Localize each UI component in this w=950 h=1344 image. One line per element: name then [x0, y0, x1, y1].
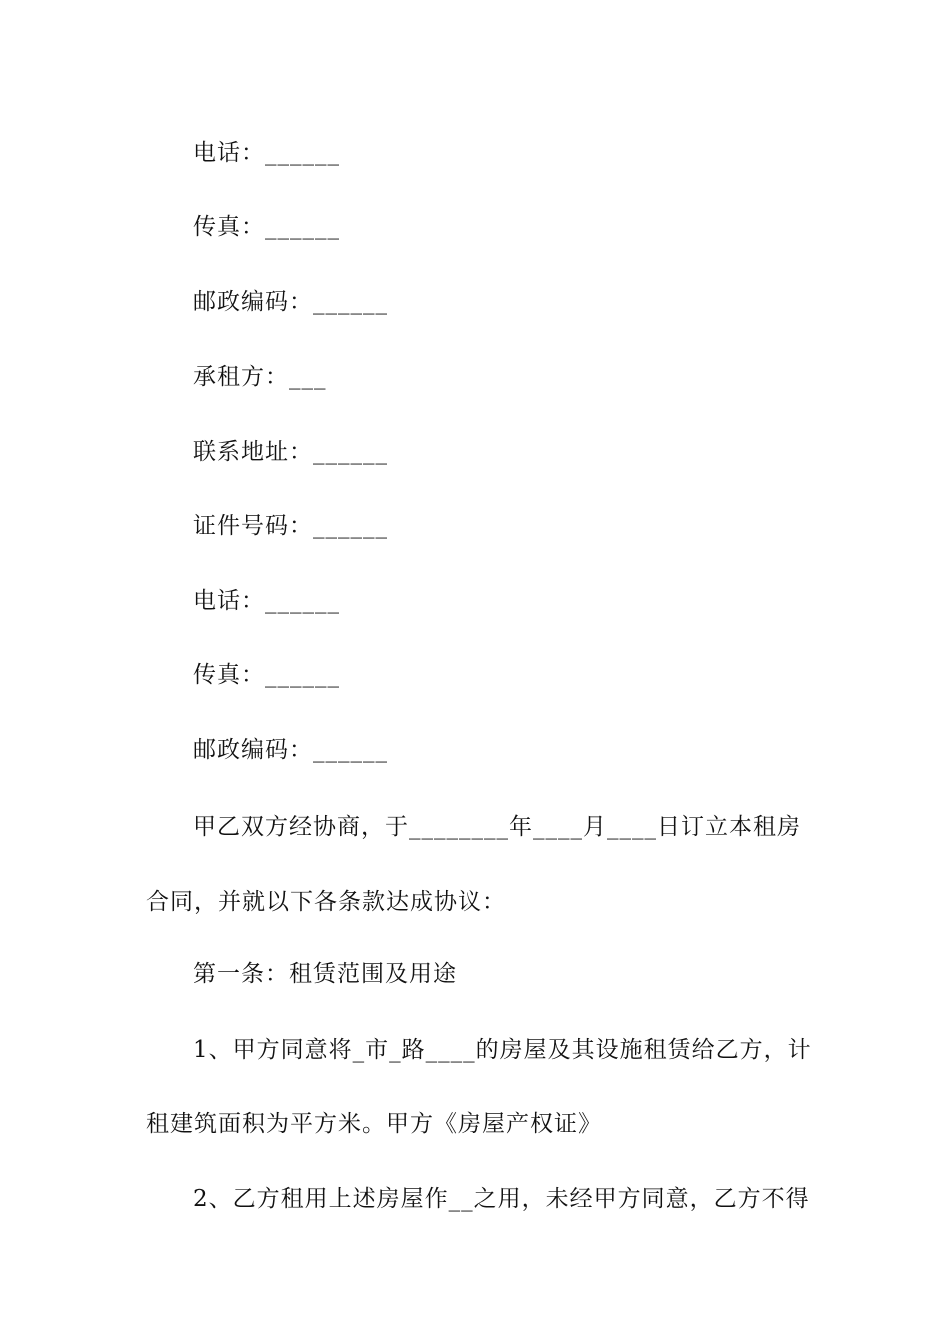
clause-1-line-1: 1、甲方同意将_市_路____的房屋及其设施租赁给乙方，计 — [193, 1037, 812, 1063]
lessor-phone-line: 电话：______ — [193, 140, 340, 166]
article-one-heading: 第一条：租赁范围及用途 — [193, 961, 457, 987]
agreement-paragraph-line-1: 甲乙双方经协商，于________年____月____日订立本租房 — [193, 814, 801, 840]
lessor-fax-line: 传真：______ — [193, 214, 340, 240]
lessee-address-line: 联系地址：______ — [193, 439, 388, 465]
lessee-fax-line: 传真：______ — [193, 662, 340, 688]
lessee-line: 承租方：___ — [193, 364, 327, 390]
lessee-phone-line: 电话：______ — [193, 588, 340, 614]
clause-2-line-1: 2、乙方租用上述房屋作__之用，未经甲方同意，乙方不得 — [193, 1186, 810, 1212]
clause-1-line-2: 租建筑面积为平方米。甲方《房屋产权证》 — [146, 1111, 602, 1137]
lessee-postcode-line: 邮政编码：______ — [193, 737, 388, 763]
lessor-postcode-line: 邮政编码：______ — [193, 289, 388, 315]
agreement-paragraph-line-2: 合同，并就以下各条款达成协议： — [146, 889, 506, 915]
lessee-id-number-line: 证件号码：______ — [193, 513, 388, 539]
